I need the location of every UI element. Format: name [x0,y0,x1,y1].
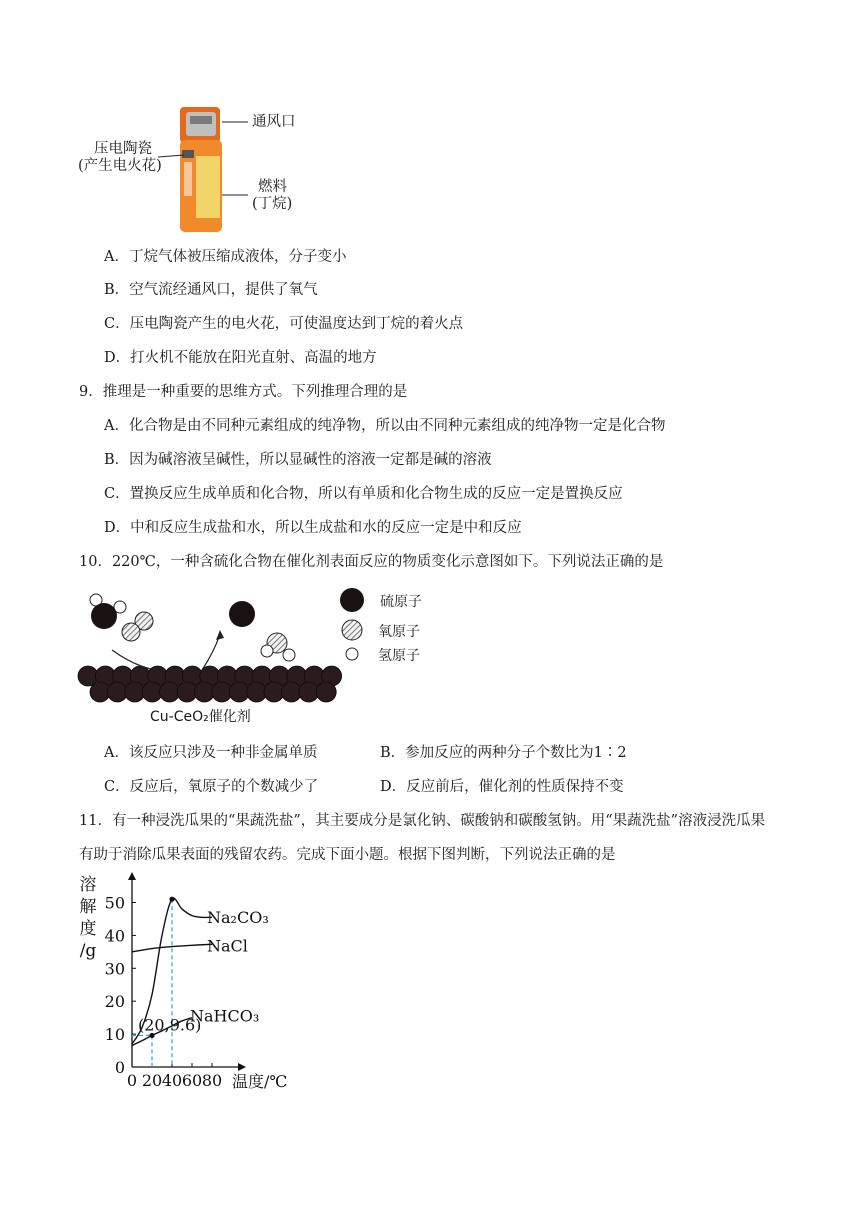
catalyst-atom [142,682,162,702]
x-axis-label: 温度/℃ [232,1072,288,1091]
q8-option-a: A．丁烷气体被压缩成液体，分子变小 [104,249,347,265]
catalyst-label: Cu-CeO₂催化剂 [150,709,251,725]
solubility-chart [70,870,390,1100]
o2-molecule [122,612,153,641]
y-tick-label: 50 [104,893,125,913]
q11-stem-line1: 11．有一种浸洗瓜果的“果蔬洗盐”，其主要成分是氯化钠、碳酸钠和碳酸氢钠。用“果蔬洗盐”溶液浸洗瓜果 [79,813,766,829]
q9-option-b: B．因为碱溶液呈碱性，所以显碱性的溶液一定都是碱的溶液 [104,452,492,468]
catalyst-atom [299,682,319,702]
q8-option-b: B．空气流经通风口，提供了氧气 [104,282,318,298]
q9-option-a: A．化合物是由不同种元素组成的纯净物，所以由不同种元素组成的纯净物一定是化合物 [104,418,666,434]
legend-hydrogen-icon [346,648,358,660]
catalyst-surface [78,666,342,702]
q11-stem-line2: 有助于消除瓜果表面的残留农药。完成下面小题。根据下图判断，下列说法正确的是 [79,847,616,863]
catalyst-atom [229,682,249,702]
lighter-icon [180,107,222,232]
legend-oxygen-icon [342,620,362,640]
x-tick-label: 0 [126,1071,138,1090]
q10-option-d: D．反应前后，催化剂的性质保持不变 [380,779,624,795]
x-tick-label: 60 [181,1071,203,1090]
x-axis-arrow-icon [238,1063,246,1071]
y-tick-label: 10 [104,1025,125,1045]
x-tick-label: 20 [141,1071,163,1090]
legend-sulfur-label: 硫原子 [380,594,422,610]
y-tick-label: 30 [104,959,125,979]
series-label: Na₂CO₃ [207,907,269,927]
catalyst-atom [281,682,301,702]
y-axis-arrow-icon [128,872,136,880]
q9-option-d: D．中和反应生成盐和水，所以生成盐和水的反应一定是中和反应 [104,520,522,536]
y-axis-label: 度 [79,919,97,939]
h2s-molecule [90,594,126,629]
y-axis-label: 解 [79,897,97,917]
q9-option-c: C．置换反应生成单质和化合物，所以有单质和化合物生成的反应一定是置换反应 [104,486,623,502]
y-axis-label: /g [79,941,97,961]
y-axis-label: 溶 [79,875,97,895]
label-fuel: 燃料 [258,179,287,195]
x-tick-label: 40 [161,1071,183,1090]
q10-option-b: B．参加反应的两种分子个数比为1∶2 [380,745,627,761]
q10-option-a: A．该反应只涉及一种非金属单质 [104,745,318,761]
legend-oxygen-label: 氧原子 [378,624,420,640]
sulfur-product [229,601,255,627]
q10-stem: 10．220℃，一种含硫化合物在催化剂表面反应的物质变化示意图如下。下列说法正确的是 [79,554,664,570]
q10-option-c: C．反应后，氧原子的个数减少了 [104,779,319,795]
catalyst-atom [316,682,336,702]
legend-hydrogen-label: 氢原子 [378,648,420,664]
series-label: NaHCO₃ [190,1006,260,1026]
label-piezo-sub: (产生电火花) [78,158,162,174]
q9-stem: 9．推理是一种重要的思维方式。下列推理合理的是 [79,384,408,400]
catalyst-atom [90,682,110,702]
h2o-molecule [261,633,295,661]
label-vent: 通风口 [252,114,296,130]
data-point [169,897,174,902]
point-annotation: (20,9.6) [138,1015,202,1035]
label-fuel-sub: (丁烷) [252,196,293,212]
series-label: NaCl [207,936,248,956]
y-tick-label: 0 [114,1058,125,1077]
q8-option-c: C．压电陶瓷产生的电火花，可使温度达到丁烷的着火点 [104,316,464,332]
catalyst-atom [194,682,214,702]
legend-sulfur-icon [340,588,364,612]
q8-option-d: D．打火机不能放在阳光直射、高温的地方 [104,350,377,366]
y-tick-label: 40 [104,926,125,946]
y-tick-label: 20 [104,992,125,1012]
label-piezo: 压电陶瓷 [94,141,152,157]
x-tick-label: 80 [201,1071,223,1090]
